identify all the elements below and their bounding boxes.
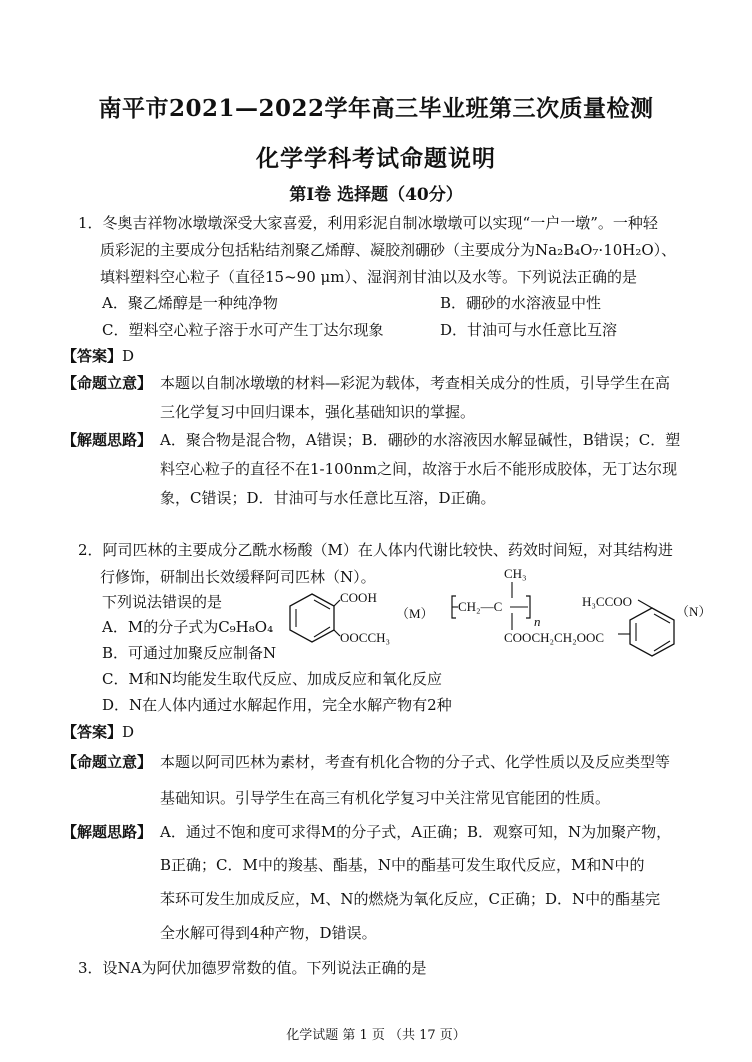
answer-label: 【答案】: [62, 723, 123, 741]
m-ester-label: OOCCH₃: [340, 630, 391, 645]
q1-solution-line-1: A．聚合物是混合物，A错误；B．硼砂的水溶液因水解显碱性，B错误；C．塑: [160, 431, 681, 449]
q1-solution-line-3: 象，C错误；D．甘油可与水任意比互溶，D正确。: [160, 489, 496, 507]
q2-option-b: B．可通过加聚反应制备N: [102, 644, 277, 662]
q1-option-d: D．甘油可与水任意比互溶: [440, 321, 618, 339]
q2-intent-line-1: 本题以阿司匹林为素材，考查有机化合物的分子式、化学性质以及反应类型等: [160, 753, 671, 771]
q1-line-2: 质彩泥的主要成分包括粘结剂聚乙烯醇、凝胶剂硼砂（主要成分为Na₂B₄O₇·10H₂O）、: [100, 241, 677, 259]
q2-intent-label: 【命题立意】: [62, 753, 153, 771]
structure-m-diagram: [288, 582, 448, 662]
page-footer: 化学试题 第 1 页 （共 17 页）: [286, 1028, 466, 1043]
q2-solution-label: 【解题思路】: [62, 823, 153, 841]
q2-option-a: A．M的分子式为C₉H₈O₄: [102, 618, 274, 636]
structure-n-diagram: [448, 566, 718, 666]
n-subscript: n: [534, 614, 541, 629]
q1-line-3: 填料塑料空心粒子（直径15~90 μm）、湿润剂甘油以及水等。下列说法正确的是: [100, 268, 637, 286]
q1-option-a: A．聚乙烯醇是一种纯净物: [102, 294, 278, 312]
q2-intent-line-2: 基础知识。引导学生在高三有机化学复习中关注常见官能团的性质。: [160, 789, 611, 807]
q1-solution-line-2: 料空心粒子的直径不在1-100nm之间，故溶于水后不能形成胶体，无丁达尔现: [160, 460, 678, 478]
q1-intent-label: 【命题立意】: [62, 374, 153, 392]
q1-line-1: 1．冬奥吉祥物冰墩墩深受大家喜爱，利用彩泥自制冰墩墩可以实现“一户一墩”。一种轻: [78, 214, 658, 232]
n-ch3-label: CH₃: [504, 566, 527, 581]
n-label: （N）: [676, 604, 712, 619]
answer-label: 【答案】: [62, 347, 123, 365]
q1-solution-label: 【解题思路】: [62, 431, 153, 449]
benzene-ring-m: [290, 594, 334, 642]
q2-solution-line-4: 全水解可得到4种产物，D错误。: [160, 924, 377, 942]
q3-line: 3．设NA为阿伏加德罗常数的值。下列说法正确的是: [78, 959, 427, 977]
answer-value: D: [122, 723, 135, 741]
q2-answer: [62, 722, 134, 742]
q2-option-c: C．M和N均能发生取代反应、加成反应和氧化反应: [102, 670, 442, 688]
page-subtitle: 化学学科考试命题说明: [256, 145, 496, 172]
n-acetyl-label: H₃CCOO: [582, 594, 633, 609]
m-cooh-label: COOH: [340, 590, 377, 605]
q1-intent-line-2: 三化学复习中回归课本，强化基础知识的掌握。: [160, 403, 476, 421]
answer-value: D: [122, 347, 135, 365]
q2-option-d: D．N在人体内通过水解起作用，完全水解产物有2种: [102, 696, 452, 714]
q2-line-1: 2．阿司匹林的主要成分乙酰水杨酸（M）在人体内代谢比较快、药效时间短，对其结构进: [78, 541, 673, 559]
q1-answer: [62, 346, 134, 366]
n-side-chain-label: COOCH₂CH₂OOC: [504, 630, 605, 645]
section-heading: 第Ⅰ卷 选择题（40分）: [289, 185, 463, 205]
q1-option-c: C．塑料空心粒子溶于水可产生丁达尔现象: [102, 321, 384, 339]
q2-solution-line-2: B正确；C．M中的羧基、酯基，N中的酯基可发生取代反应，M和N中的: [160, 856, 645, 874]
m-label: （M）: [396, 606, 434, 621]
q2-prompt: 下列说法错误的是: [102, 593, 223, 611]
benzene-ring-n: [630, 608, 674, 656]
q1-intent-line-1: 本题以自制冰墩墩的材料—彩泥为载体，考查相关成分的性质，引导学生在高: [160, 374, 671, 392]
q2-line-2: 行修饰，研制出长效缓释阿司匹林（N）。: [100, 568, 376, 586]
n-chain-label: CH₂—C: [458, 599, 503, 614]
q2-solution-line-1: A．通过不饱和度可求得M的分子式，A正确；B．观察可知，N为加聚产物，: [160, 823, 672, 841]
q1-option-b: B．硼砂的水溶液显中性: [440, 294, 602, 312]
q2-solution-line-3: 苯环可发生加成反应，M、N的燃烧为氧化反应，C正确；D．N中的酯基完: [160, 890, 661, 908]
page-title: 南平市2021—2022学年高三毕业班第三次质量检测: [98, 95, 654, 122]
